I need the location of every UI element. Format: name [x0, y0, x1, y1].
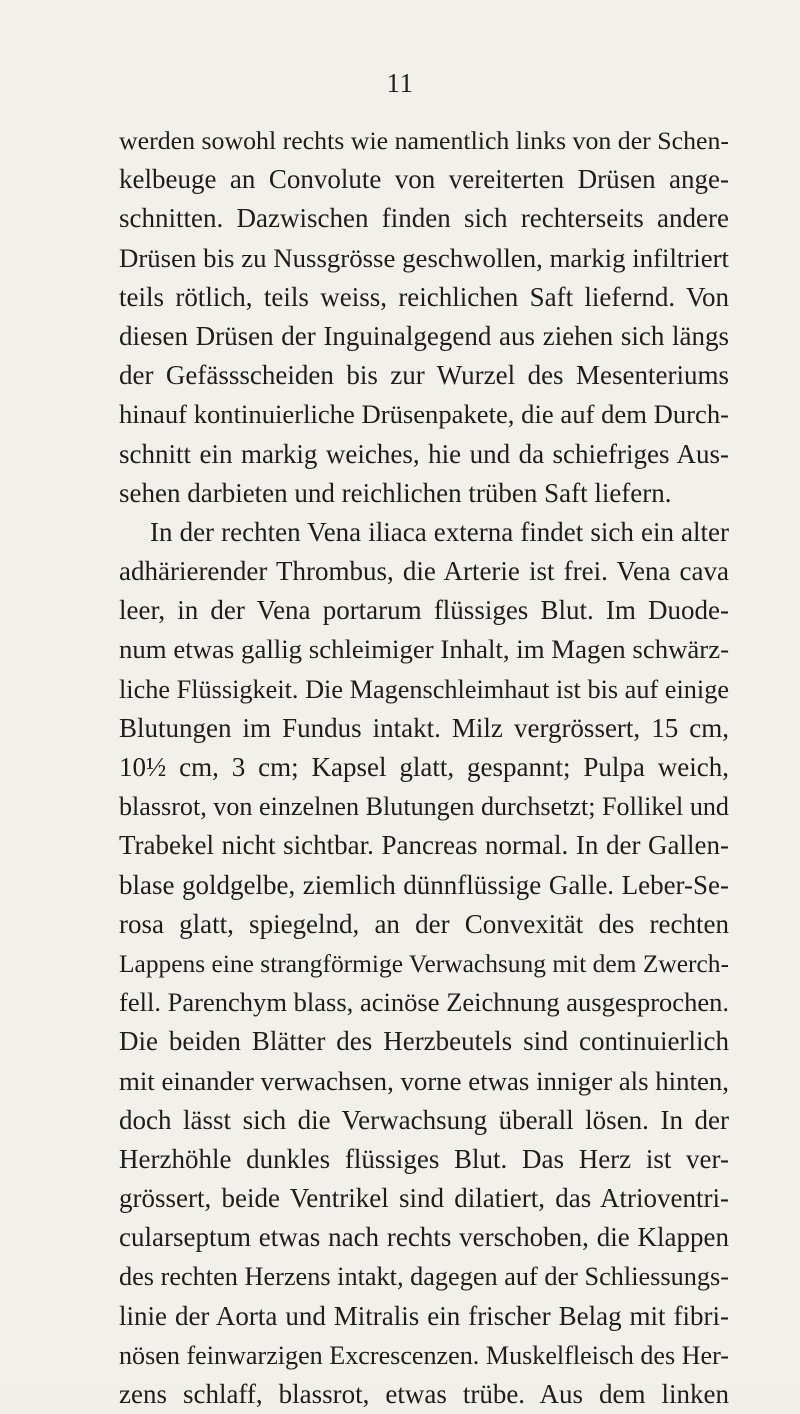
- text-line: rosa glatt, spiegelnd, an der Convexität des rechten: [119, 908, 729, 939]
- text-line: cularseptum etwas nach rechts verschoben, die Klappen: [119, 1222, 729, 1253]
- text-line: kelbeuge an Convolute von vereiterten Drüsen ange-: [119, 164, 729, 195]
- text-line: num etwas gallig schleimiger Inhalt, im Magen schwärz-: [119, 634, 729, 665]
- text-line: linie der Aorta und Mitralis ein frischer Belag mit fibri-: [119, 1300, 729, 1331]
- text-line: diesen Drüsen der Inguinalgegend aus ziehen sich längs: [119, 320, 729, 351]
- text-line: sehen darbieten und reichlichen trüben Saft liefern.: [119, 477, 672, 508]
- text-line: nösen feinwarzigen Excrescenzen. Muskelfleisch des Her-: [119, 1340, 729, 1370]
- page-number: 11: [386, 68, 414, 98]
- text-line: 10½ cm, 3 cm; Kapsel glatt, gespannt; Pulpa weich,: [119, 752, 729, 782]
- text-line: liche Flüssigkeit. Die Magenschleimhaut ist bis auf einige: [119, 674, 729, 704]
- text-line: Die beiden Blätter des Herzbeutels sind continuierlich: [119, 1026, 729, 1057]
- text-line: grössert, beide Ventrikel sind dilatiert, das Atrioventri-: [119, 1183, 729, 1214]
- text-line: Lappens eine strangförmige Verwachsung mit dem Zwerch-: [119, 948, 729, 978]
- text-line: In der rechten Vena iliaca externa findet sich ein alter: [150, 516, 729, 547]
- text-line: adhärierender Thrombus, die Arterie ist frei. Vena cava: [119, 556, 729, 587]
- text-line: blassrot, von einzelnen Blutungen durchsetzt; Follikel und: [119, 792, 729, 822]
- text-line: doch lässt sich die Verwachsung überall lösen. In der: [119, 1104, 729, 1135]
- text-line: Trabekel nicht sichtbar. Pancreas normal. In der Gallen-: [119, 830, 729, 861]
- text-line: schnitten. Dazwischen finden sich rechterseits andere: [119, 203, 729, 234]
- text-line: Blutungen im Fundus intakt. Milz vergrössert, 15 cm,: [119, 712, 729, 743]
- text-line: blase goldgelbe, ziemlich dünnflüssige Galle. Leber-Se-: [119, 869, 729, 900]
- text-line: fell. Parenchym blass, acinöse Zeichnung ausgesprochen.: [119, 987, 729, 1018]
- text-line: des rechten Herzens intakt, dagegen auf der Schliessungs-: [119, 1262, 729, 1292]
- text-line: Drüsen bis zu Nussgrösse geschwollen, markig infiltriert: [119, 242, 729, 273]
- text-line: teils rötlich, teils weiss, reichlichen Saft liefernd. Von: [119, 281, 729, 312]
- text-line: leer, in der Vena portarum flüssiges Blut. Im Duode-: [119, 595, 729, 626]
- text-line: Herzhöhle dunkles flüssiges Blut. Das Herz ist ver-: [119, 1143, 729, 1174]
- text-line: der Gefässscheiden bis zur Wurzel des Mesenteriums: [119, 360, 729, 391]
- text-line: mit einander verwachsen, vorne etwas inniger als hinten,: [119, 1065, 729, 1096]
- text-line: zens schlaff, blassrot, etwas trübe. Aus dem linken: [119, 1379, 729, 1409]
- text-line: schnitt ein markig weiches, hie und da schiefriges Aus-: [119, 438, 729, 469]
- text-line: werden sowohl rechts wie namentlich links von der Schen-: [119, 126, 729, 155]
- text-line: hinauf kontinuierliche Drüsenpakete, die auf dem Durch-: [119, 399, 729, 430]
- body-text: [119, 121, 729, 1414]
